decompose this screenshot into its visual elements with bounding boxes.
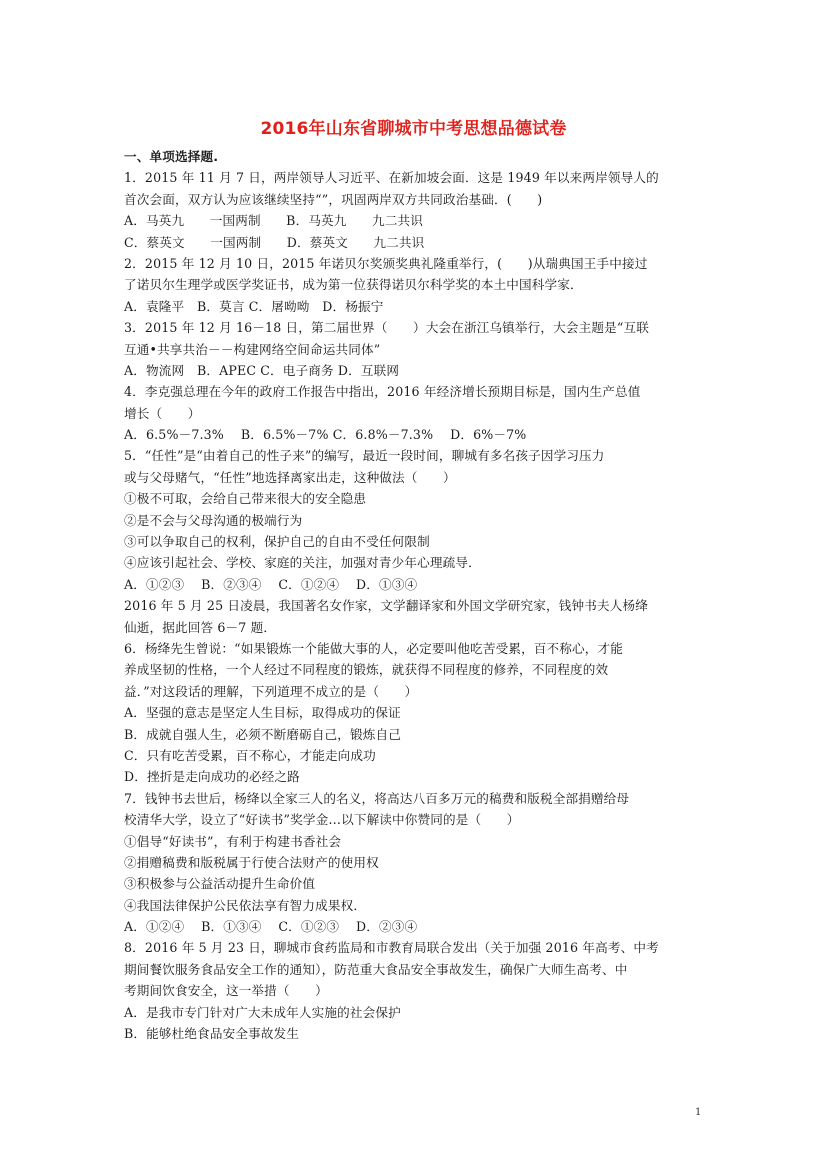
question-1-line-2: 首次会面，双方认为应该继续坚持“”，巩固两岸双方共同政治基础．( ) [124, 191, 543, 207]
question-6-option-a: A．坚强的意志是坚定人生目标，取得成功的保证 [124, 705, 401, 721]
question-6-line-3: 益．”对这段话的理解，下列道理不成立的是（ ） [124, 683, 418, 699]
question-7-statement-3: ③积极参与公益活动提升生命价值 [124, 876, 316, 892]
question-1-line-1: 1．2015 年 11 月 7 日，两岸领导人习近平、在新加坡会面．这是 1949 年以来两岸领导人的 [124, 170, 659, 186]
question-4-line-2: 增长（ ） [124, 405, 201, 421]
question-4-options: A．6.5%－7.3% B．6.5%－7% C．6.8%－7.3% D．6%－7% [124, 427, 527, 443]
page-number: 1 [695, 1107, 702, 1118]
question-6-option-d: D．挫折是走向成功的必经之路 [124, 769, 300, 785]
passage-intro-line-1: 2016 年 5 月 25 日凌晨，我国著名女作家，文学翻译家和外国文学研究家，钱钟书夫人杨绛 [124, 598, 648, 614]
question-3-line-1: 3．2015 年 12 月 16－18 日，第二届世界（ ）大会在浙江乌镇举行，大会主题是“互联 [124, 320, 649, 336]
question-4-line-1: 4．李克强总理在今年的政府工作报告中指出，2016 年经济增长预期目标是，国内生产总值 [124, 384, 641, 400]
question-2-line-2: 了诺贝尔生理学或医学奖证书，成为第一位获得诺贝尔科学奖的本土中国科学家． [124, 277, 583, 293]
question-5-statement-4: ④应该引起社会、学校、家庭的关注，加强对青少年心理疏导． [124, 555, 481, 571]
question-8-line-2: 期间餐饮服务食品安全工作的通知），防范重大食品安全事故发生，确保广大师生高考、中 [124, 961, 628, 977]
question-8-line-3: 考期间饮食安全，这一举措（ ） [124, 983, 328, 999]
question-7-line-1: 7．钱钟书去世后，杨绛以全家三人的名义，将高达八百多万元的稿费和版税全部捐赠给母 [124, 790, 630, 806]
question-7-statement-4: ④我国法律保护公民依法享有智力成果权． [124, 897, 367, 913]
question-8-option-b: B．能够杜绝食品安全事故发生 [124, 1026, 300, 1042]
document-body [124, 146, 704, 1044]
question-5-statement-3: ③可以争取自己的权利，保护自己的自由不受任何限制 [124, 534, 430, 550]
question-1-options-cd: C．蔡英文 一国两制 D．蔡英文 九二共识 [124, 234, 425, 250]
question-6-option-b: B．成就自强人生，必须不断磨砺自己，锻炼自己 [124, 726, 402, 742]
question-6-line-1: 6．杨绛先生曾说：“如果锻炼一个能做大事的人，必定要叫他吃苦受累，百不称心，才能 [124, 640, 624, 656]
question-7-line-2: 校清华大学，设立了“好读书”奖学金…以下解读中你赞同的是（ ） [124, 812, 520, 828]
question-5-options: A．①②③ B．②③④ C．①②④ D．①③④ [124, 576, 418, 592]
question-6-line-2: 养成坚韧的性格，一个人经过不同程度的锻炼，就获得不同程度的修养，不同程度的效 [124, 662, 609, 678]
question-1-options-ab: A．马英九 一国两制 B．马英九 九二共识 [124, 213, 424, 229]
question-5-statement-2: ②是不会与父母沟通的极端行为 [124, 512, 303, 528]
question-7-options: A．①②④ B．①③④ C．①②③ D．②③④ [124, 919, 418, 935]
question-3-options: A．物流网 B．APEC C．电子商务 D．互联网 [124, 362, 400, 378]
question-8-option-a: A．是我市专门针对广大未成年人实施的社会保护 [124, 1004, 401, 1020]
document-title: 2016年山东省聊城市中考思想品德试卷 [260, 119, 567, 139]
passage-intro-line-2: 仙逝，据此回答 6－7 题． [124, 619, 277, 635]
question-7-statement-1: ①倡导“好读书”，有利于构建书香社会 [124, 833, 342, 849]
question-8-line-1: 8．2016 年 5 月 23 日，聊城市食药监局和市教育局联合发出（关于加强 2016 年高考、中考 [124, 940, 659, 956]
question-3-line-2: 互通•共享共治－－构建网络空间命运共同体” [124, 341, 381, 357]
question-5-line-1: 5．“任性”是“由着自己的性子来”的编写，最近一段时间，聊城有多名孩子因学习压力 [124, 448, 605, 464]
question-7-statement-2: ②捐赠稿费和版税属于行使合法财产的使用权 [124, 854, 379, 870]
question-2-line-1: 2．2015 年 12 月 10 日，2015 年诺贝尔奖颁奖典礼隆重举行，( )从瑞典国王手中接过 [124, 255, 648, 271]
question-2-options: A．袁隆平 B．莫言 C．屠呦呦 D．杨振宁 [124, 298, 384, 314]
section-heading: 一、单项选择题. [124, 149, 219, 164]
question-5-statement-1: ①极不可取，会给自己带来很大的安全隐患 [124, 491, 367, 507]
question-6-option-c: C．只有吃苦受累，百不称心，才能走向成功 [124, 747, 376, 763]
question-5-line-2: 或与父母赌气，“任性”地选择离家出走，这种做法（ ） [124, 469, 456, 485]
